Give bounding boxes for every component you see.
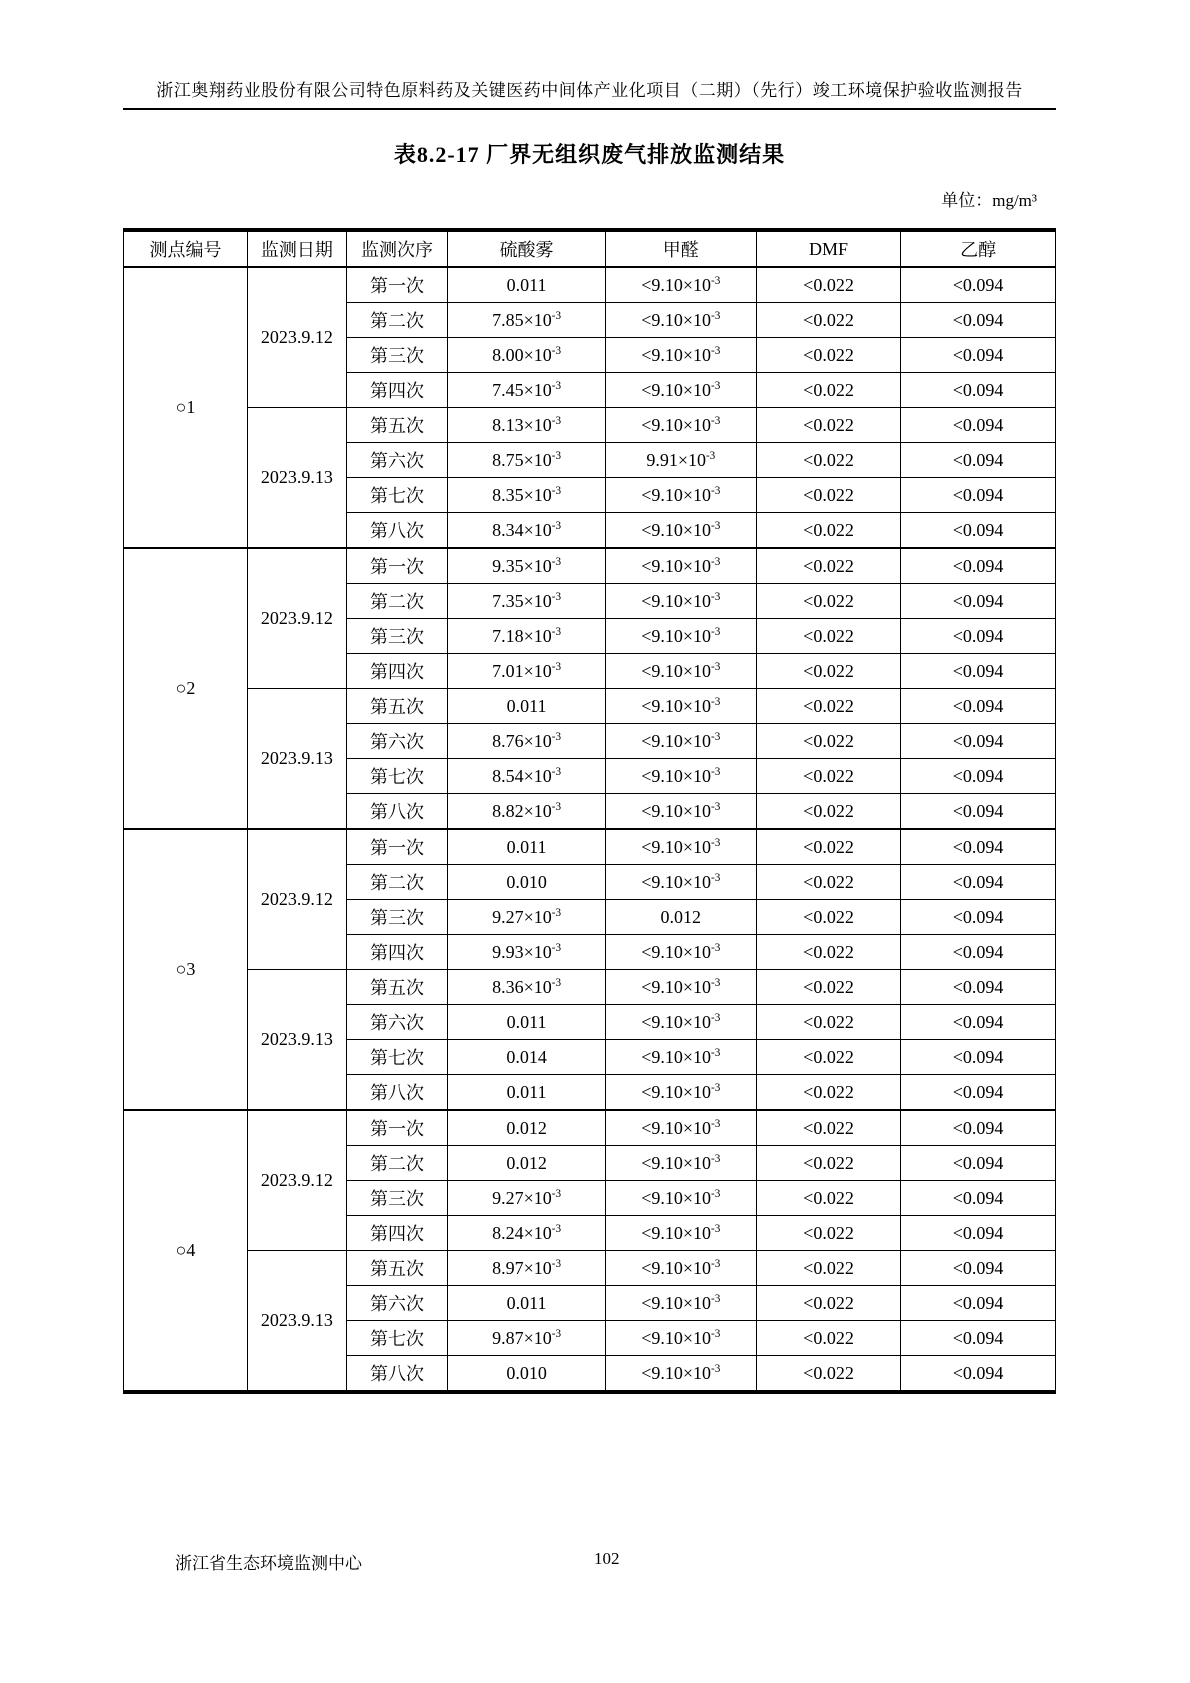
sequence-cell: 第一次 [346, 829, 448, 865]
dmf-value-cell: <0.022 [756, 935, 900, 970]
sulfuric-acid-mist-value-cell: $7.18\times 10^{-3}$ [448, 619, 606, 654]
date-cell: 2023.9.13 [247, 1251, 346, 1393]
date-cell: 2023.9.13 [247, 408, 346, 549]
sequence-cell: 第八次 [346, 1075, 448, 1111]
formaldehyde-value-cell: $<9.10\times 10^{-3}$ [605, 1075, 756, 1111]
sequence-cell: 第三次 [346, 900, 448, 935]
sequence-cell: 第三次 [346, 1181, 448, 1216]
ethanol-value-cell: <0.094 [901, 303, 1056, 338]
table-title: 表8.2-17 厂界无组织废气排放监测结果 [393, 142, 786, 167]
formaldehyde-value-cell: $<9.10\times 10^{-3}$ [605, 654, 756, 689]
sequence-cell: 第七次 [346, 478, 448, 513]
dmf-value-cell: <0.022 [756, 1075, 900, 1111]
column-header-ethanol: 乙醇 [901, 230, 1056, 267]
formaldehyde-value-cell: $<9.10\times 10^{-3}$ [605, 1040, 756, 1075]
sequence-cell: 第六次 [346, 1005, 448, 1040]
dmf-value-cell: <0.022 [756, 478, 900, 513]
sulfuric-acid-mist-value-cell: 0.011 [448, 1075, 606, 1111]
sequence-cell: 第二次 [346, 1146, 448, 1181]
formaldehyde-value-cell: $<9.10\times 10^{-3}$ [605, 1356, 756, 1393]
table-row [124, 1110, 1056, 1146]
column-header-formaldehyde: 甲醛 [605, 230, 756, 267]
ethanol-value-cell: <0.094 [901, 1286, 1056, 1321]
ethanol-value-cell: <0.094 [901, 759, 1056, 794]
point-id-cell: ○3 [124, 829, 248, 1110]
formaldehyde-value-cell: $<9.10\times 10^{-3}$ [605, 338, 756, 373]
sulfuric-acid-mist-value-cell: $9.87\times 10^{-3}$ [448, 1321, 606, 1356]
ethanol-value-cell: <0.094 [901, 689, 1056, 724]
ethanol-value-cell: <0.094 [901, 548, 1056, 584]
dmf-value-cell: <0.022 [756, 1216, 900, 1251]
formaldehyde-value-cell: $<9.10\times 10^{-3}$ [605, 1286, 756, 1321]
sequence-cell: 第二次 [346, 303, 448, 338]
dmf-value-cell: <0.022 [756, 759, 900, 794]
monitoring-results-table [123, 228, 1056, 1394]
formaldehyde-value-cell: $<9.10\times 10^{-3}$ [605, 1321, 756, 1356]
sulfuric-acid-mist-value-cell: 0.010 [448, 1356, 606, 1393]
sulfuric-acid-mist-value-cell: 0.014 [448, 1040, 606, 1075]
column-header-point-id: 测点编号 [124, 230, 248, 267]
sequence-cell: 第二次 [346, 865, 448, 900]
sequence-cell: 第八次 [346, 1356, 448, 1393]
sulfuric-acid-mist-value-cell: $8.00\times 10^{-3}$ [448, 338, 606, 373]
column-header-sequence: 监测次序 [346, 230, 448, 267]
sulfuric-acid-mist-value-cell: 0.011 [448, 829, 606, 865]
point-id-cell: ○1 [124, 267, 248, 548]
table-row [124, 970, 1056, 1005]
table-row [124, 689, 1056, 724]
date-cell: 2023.9.13 [247, 970, 346, 1111]
sulfuric-acid-mist-value-cell: $7.45\times 10^{-3}$ [448, 373, 606, 408]
dmf-value-cell: <0.022 [756, 584, 900, 619]
dmf-value-cell: <0.022 [756, 724, 900, 759]
formaldehyde-value-cell: $<9.10\times 10^{-3}$ [605, 373, 756, 408]
ethanol-value-cell: <0.094 [901, 1251, 1056, 1286]
sequence-cell: 第六次 [346, 443, 448, 478]
sequence-cell: 第七次 [346, 759, 448, 794]
sulfuric-acid-mist-value-cell: $9.27\times 10^{-3}$ [448, 900, 606, 935]
dmf-value-cell: <0.022 [756, 1110, 900, 1146]
page-number: 102 [594, 1549, 620, 1568]
sequence-cell: 第五次 [346, 689, 448, 724]
sulfuric-acid-mist-value-cell: 0.012 [448, 1110, 606, 1146]
formaldehyde-value-cell: $9.91\times 10^{-3}$ [605, 443, 756, 478]
sulfuric-acid-mist-value-cell: $9.35\times 10^{-3}$ [448, 548, 606, 584]
sulfuric-acid-mist-value-cell: $8.35\times 10^{-3}$ [448, 478, 606, 513]
page-header-text: 浙江奥翔药业股份有限公司特色原料药及关键医药中间体产业化项目（二期）（先行）竣工环境保护验收监测报告 [123, 76, 1056, 110]
sequence-cell: 第一次 [346, 1110, 448, 1146]
ethanol-value-cell: <0.094 [901, 865, 1056, 900]
ethanol-value-cell: <0.094 [901, 338, 1056, 373]
sulfuric-acid-mist-value-cell: $8.76\times 10^{-3}$ [448, 724, 606, 759]
column-header-dmf: DMF [756, 230, 900, 267]
ethanol-value-cell: <0.094 [901, 970, 1056, 1005]
ethanol-value-cell: <0.094 [901, 513, 1056, 549]
formaldehyde-value-cell: $<9.10\times 10^{-3}$ [605, 970, 756, 1005]
dmf-value-cell: <0.022 [756, 408, 900, 443]
dmf-value-cell: <0.022 [756, 1040, 900, 1075]
sulfuric-acid-mist-value-cell: 0.011 [448, 1286, 606, 1321]
sulfuric-acid-mist-value-cell: $8.75\times 10^{-3}$ [448, 443, 606, 478]
ethanol-value-cell: <0.094 [901, 1356, 1056, 1393]
sulfuric-acid-mist-value-cell: $7.01\times 10^{-3}$ [448, 654, 606, 689]
dmf-value-cell: <0.022 [756, 303, 900, 338]
ethanol-value-cell: <0.094 [901, 900, 1056, 935]
table-row [124, 548, 1056, 584]
sequence-cell: 第三次 [346, 338, 448, 373]
sulfuric-acid-mist-value-cell: $8.34\times 10^{-3}$ [448, 513, 606, 549]
dmf-value-cell: <0.022 [756, 548, 900, 584]
dmf-value-cell: <0.022 [756, 970, 900, 1005]
formaldehyde-value-cell: $<9.10\times 10^{-3}$ [605, 478, 756, 513]
sulfuric-acid-mist-value-cell: $7.35\times 10^{-3}$ [448, 584, 606, 619]
date-cell: 2023.9.12 [247, 548, 346, 689]
sulfuric-acid-mist-value-cell: $8.24\times 10^{-3}$ [448, 1216, 606, 1251]
unit-note: 单位：mg/m³ [941, 191, 1037, 210]
ethanol-value-cell: <0.094 [901, 724, 1056, 759]
sequence-cell: 第一次 [346, 548, 448, 584]
sequence-cell: 第四次 [346, 373, 448, 408]
sequence-cell: 第四次 [346, 935, 448, 970]
formaldehyde-value-cell: $<9.10\times 10^{-3}$ [605, 1005, 756, 1040]
ethanol-value-cell: <0.094 [901, 443, 1056, 478]
dmf-value-cell: <0.022 [756, 338, 900, 373]
sulfuric-acid-mist-value-cell: $9.27\times 10^{-3}$ [448, 1181, 606, 1216]
sequence-cell: 第八次 [346, 794, 448, 830]
formaldehyde-value-cell: $<9.10\times 10^{-3}$ [605, 759, 756, 794]
sulfuric-acid-mist-value-cell: 0.012 [448, 1146, 606, 1181]
table-row [124, 408, 1056, 443]
ethanol-value-cell: <0.094 [901, 373, 1056, 408]
dmf-value-cell: <0.022 [756, 689, 900, 724]
sulfuric-acid-mist-value-cell: $8.54\times 10^{-3}$ [448, 759, 606, 794]
sequence-cell: 第二次 [346, 584, 448, 619]
dmf-value-cell: <0.022 [756, 373, 900, 408]
dmf-value-cell: <0.022 [756, 1321, 900, 1356]
date-cell: 2023.9.12 [247, 267, 346, 408]
sequence-cell: 第五次 [346, 408, 448, 443]
formaldehyde-value-cell: $<9.10\times 10^{-3}$ [605, 794, 756, 830]
ethanol-value-cell: <0.094 [901, 1321, 1056, 1356]
dmf-value-cell: <0.022 [756, 654, 900, 689]
formaldehyde-value-cell: $<9.10\times 10^{-3}$ [605, 584, 756, 619]
formaldehyde-value-cell: $<9.10\times 10^{-3}$ [605, 935, 756, 970]
dmf-value-cell: <0.022 [756, 267, 900, 303]
ethanol-value-cell: <0.094 [901, 1040, 1056, 1075]
sequence-cell: 第八次 [346, 513, 448, 549]
sequence-cell: 第六次 [346, 1286, 448, 1321]
point-id-cell: ○4 [124, 1110, 248, 1392]
table-body [124, 267, 1056, 1392]
dmf-value-cell: <0.022 [756, 1005, 900, 1040]
point-id-cell: ○2 [124, 548, 248, 829]
dmf-value-cell: <0.022 [756, 865, 900, 900]
sequence-cell: 第三次 [346, 619, 448, 654]
ethanol-value-cell: <0.094 [901, 1181, 1056, 1216]
ethanol-value-cell: <0.094 [901, 478, 1056, 513]
sulfuric-acid-mist-value-cell: 0.011 [448, 689, 606, 724]
dmf-value-cell: <0.022 [756, 900, 900, 935]
dmf-value-cell: <0.022 [756, 794, 900, 830]
table-header-row [124, 230, 1056, 267]
formaldehyde-value-cell: $<9.10\times 10^{-3}$ [605, 267, 756, 303]
ethanol-value-cell: <0.094 [901, 584, 1056, 619]
date-cell: 2023.9.13 [247, 689, 346, 830]
ethanol-value-cell: <0.094 [901, 1005, 1056, 1040]
dmf-value-cell: <0.022 [756, 1286, 900, 1321]
ethanol-value-cell: <0.094 [901, 829, 1056, 865]
column-header-sulfuric-acid-mist: 硫酸雾 [448, 230, 606, 267]
date-cell: 2023.9.12 [247, 829, 346, 970]
date-cell: 2023.9.12 [247, 1110, 346, 1251]
formaldehyde-value-cell: $<9.10\times 10^{-3}$ [605, 865, 756, 900]
dmf-value-cell: <0.022 [756, 1251, 900, 1286]
formaldehyde-value-cell: $<9.10\times 10^{-3}$ [605, 619, 756, 654]
formaldehyde-value-cell: $<9.10\times 10^{-3}$ [605, 1146, 756, 1181]
formaldehyde-value-cell: $<9.10\times 10^{-3}$ [605, 548, 756, 584]
ethanol-value-cell: <0.094 [901, 267, 1056, 303]
ethanol-value-cell: <0.094 [901, 619, 1056, 654]
sulfuric-acid-mist-value-cell: $8.97\times 10^{-3}$ [448, 1251, 606, 1286]
ethanol-value-cell: <0.094 [901, 408, 1056, 443]
sulfuric-acid-mist-value-cell: $7.85\times 10^{-3}$ [448, 303, 606, 338]
dmf-value-cell: <0.022 [756, 443, 900, 478]
formaldehyde-value-cell: $<9.10\times 10^{-3}$ [605, 724, 756, 759]
dmf-value-cell: <0.022 [756, 513, 900, 549]
formaldehyde-value-cell: $<9.10\times 10^{-3}$ [605, 303, 756, 338]
formaldehyde-value-cell: $<9.10\times 10^{-3}$ [605, 829, 756, 865]
formaldehyde-value-cell: $<9.10\times 10^{-3}$ [605, 1216, 756, 1251]
column-header-date: 监测日期 [247, 230, 346, 267]
ethanol-value-cell: <0.094 [901, 935, 1056, 970]
ethanol-value-cell: <0.094 [901, 794, 1056, 830]
formaldehyde-value-cell: 0.012 [605, 900, 756, 935]
formaldehyde-value-cell: $<9.10\times 10^{-3}$ [605, 1110, 756, 1146]
footer-organization: 浙江省生态环境监测中心 [175, 1554, 362, 1573]
sulfuric-acid-mist-value-cell: $8.13\times 10^{-3}$ [448, 408, 606, 443]
sulfuric-acid-mist-value-cell: $8.36\times 10^{-3}$ [448, 970, 606, 1005]
table-row [124, 829, 1056, 865]
table-row [124, 1251, 1056, 1286]
dmf-value-cell: <0.022 [756, 1181, 900, 1216]
dmf-value-cell: <0.022 [756, 829, 900, 865]
ethanol-value-cell: <0.094 [901, 1110, 1056, 1146]
formaldehyde-value-cell: $<9.10\times 10^{-3}$ [605, 689, 756, 724]
sequence-cell: 第四次 [346, 1216, 448, 1251]
ethanol-value-cell: <0.094 [901, 1216, 1056, 1251]
formaldehyde-value-cell: $<9.10\times 10^{-3}$ [605, 513, 756, 549]
formaldehyde-value-cell: $<9.10\times 10^{-3}$ [605, 1181, 756, 1216]
sulfuric-acid-mist-value-cell: 0.010 [448, 865, 606, 900]
formaldehyde-value-cell: $<9.10\times 10^{-3}$ [605, 1251, 756, 1286]
sequence-cell: 第七次 [346, 1321, 448, 1356]
ethanol-value-cell: <0.094 [901, 654, 1056, 689]
sequence-cell: 第四次 [346, 654, 448, 689]
sequence-cell: 第七次 [346, 1040, 448, 1075]
ethanol-value-cell: <0.094 [901, 1075, 1056, 1111]
formaldehyde-value-cell: $<9.10\times 10^{-3}$ [605, 408, 756, 443]
ethanol-value-cell: <0.094 [901, 1146, 1056, 1181]
dmf-value-cell: <0.022 [756, 619, 900, 654]
dmf-value-cell: <0.022 [756, 1146, 900, 1181]
sequence-cell: 第六次 [346, 724, 448, 759]
sequence-cell: 第五次 [346, 1251, 448, 1286]
dmf-value-cell: <0.022 [756, 1356, 900, 1393]
sulfuric-acid-mist-value-cell: 0.011 [448, 1005, 606, 1040]
table-row [124, 267, 1056, 303]
sequence-cell: 第五次 [346, 970, 448, 1005]
sulfuric-acid-mist-value-cell: $8.82\times 10^{-3}$ [448, 794, 606, 830]
sulfuric-acid-mist-value-cell: 0.011 [448, 267, 606, 303]
sulfuric-acid-mist-value-cell: $9.93\times 10^{-3}$ [448, 935, 606, 970]
sequence-cell: 第一次 [346, 267, 448, 303]
